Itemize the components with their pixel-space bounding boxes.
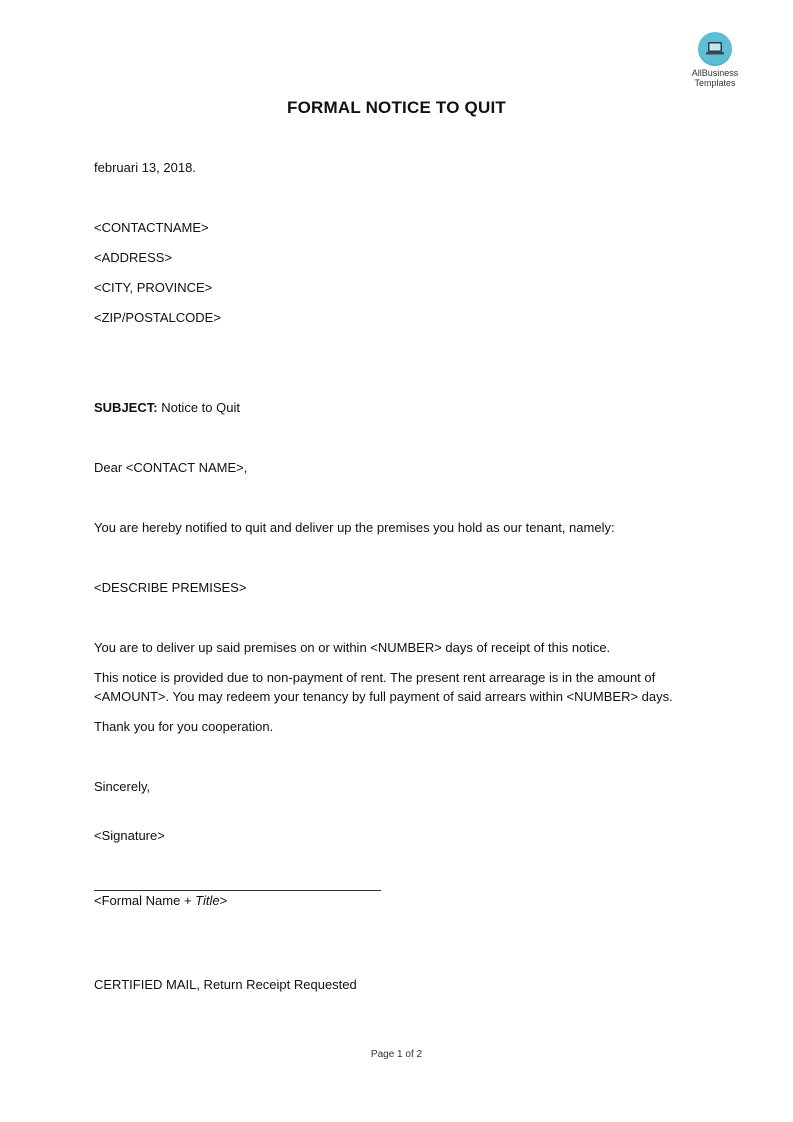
body-paragraph-3-line-2: <AMOUNT>. You may redeem your tenancy by full payment of said arrears within <NUMBER> days. [94,689,673,704]
recipient-address: <ADDRESS> [94,250,173,265]
brand-subtitle: Templates [694,78,736,88]
premises-description: <DESCRIBE PREMISES> [94,580,247,595]
letter-date: februari 13, 2018. [94,160,196,175]
page-number: Page 1 of 2 [370,1049,423,1060]
body-paragraph-4: Thank you for you cooperation. [94,719,274,734]
page-title: FORMAL NOTICE TO QUIT [287,98,506,117]
laptop-icon [698,32,732,66]
body-paragraph-3-line-1: This notice is provided due to non-payment of rent. The present rent arrearage is in the amount of [94,670,656,685]
subject-label: SUBJECT: [94,400,158,415]
formal-name-prefix: <Formal Name + [94,893,196,908]
formal-name [94,893,227,909]
formal-name-title: Title [195,893,220,908]
closing: Sincerely, [94,779,151,794]
signature-placeholder: <Signature> [94,828,165,843]
subject-line [94,400,240,416]
brand-name: AllBusiness [691,68,739,78]
body-paragraph-2: You are to deliver up said premises on or within <NUMBER> days of receipt of this notice. [94,640,611,655]
signature-line [94,890,381,891]
body-paragraph-1: You are hereby notified to quit and deliver up the premises you hold as our tenant, namely: [94,520,615,535]
formal-name-suffix: > [219,893,228,908]
recipient-name: <CONTACTNAME> [94,220,209,235]
brand-logo[interactable] [688,32,742,88]
certified-mail-note: CERTIFIED MAIL, Return Receipt Requested [94,977,357,992]
recipient-zip: <ZIP/POSTALCODE> [94,310,221,325]
recipient-city: <CITY, PROVINCE> [94,280,213,295]
subject-text: Notice to Quit [161,400,240,415]
salutation: Dear <CONTACT NAME>, [94,460,248,475]
